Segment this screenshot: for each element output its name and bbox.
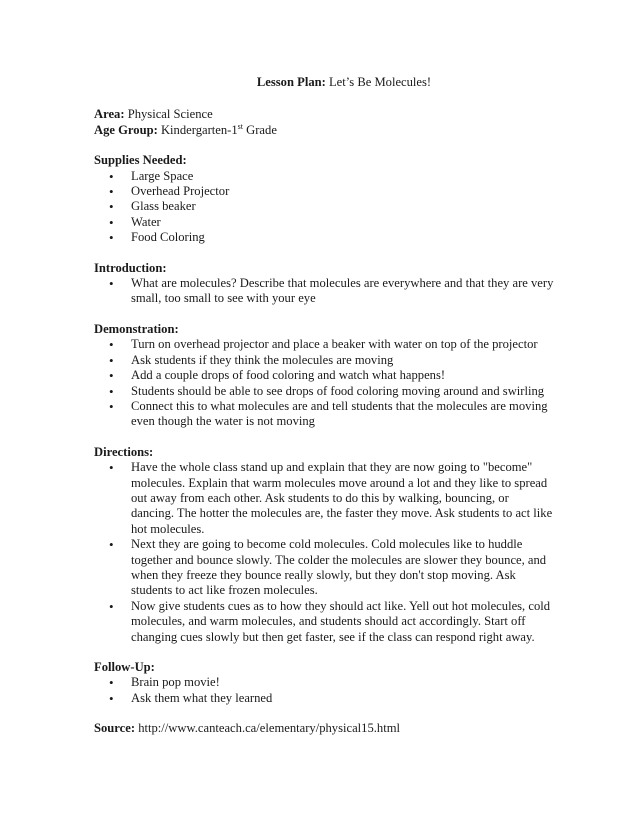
introduction-section [94, 261, 554, 307]
list-item: • Brain pop movie! [94, 675, 554, 690]
area-value: Physical Science [127, 107, 213, 122]
source-label: Source: [94, 721, 136, 736]
demonstration-section [94, 322, 554, 430]
list-item: • Now give students cues as to how they should act like. Yell out hot molecules, cold molecules, and warm molecules, and students should act accordingly. Start off changing cues slowly but then get faster, see if the class can respond right away. [94, 599, 554, 645]
directions-section [94, 445, 554, 645]
list-item: • Overhead Projector [94, 184, 554, 199]
list-item: • Next they are going to become cold molecules. Cold molecules like to huddle together and bounce slowly. The colder the molecules are slower they bounce, and when they freeze they bounce really slowly, but they don't stop moving. Ask students to act like frozen molecules. [94, 537, 554, 599]
list-item: • Ask students if they think the molecules are moving [94, 353, 554, 368]
list-item: • Glass beaker [94, 199, 554, 214]
follow-up-list [94, 675, 554, 706]
list-item: • Students should be able to see drops of food coloring moving around and swirling [94, 384, 554, 399]
list-item: • Ask them what they learned [94, 691, 554, 706]
introduction-heading: Introduction: [94, 260, 167, 275]
age-group-value-main: Kindergarten-1 [160, 122, 238, 137]
age-group-ordinal: st [237, 121, 243, 131]
list-item: • What are molecules? Describe that molecules are everywhere and that they are very small, too small to see with your eye [94, 276, 554, 307]
list-item: • Water [94, 215, 554, 230]
follow-up-section [94, 660, 554, 706]
age-group-line [94, 123, 554, 138]
directions-heading: Directions: [94, 444, 154, 459]
source-line [94, 721, 554, 736]
introduction-list [94, 276, 554, 307]
title-label: Lesson Plan: [256, 75, 326, 89]
list-item: • Have the whole class stand up and explain that they are now going to "become" molecules. Explain that warm molecules move around a lot and they like to spread out away from each other. Ask students to do this by walking, bouncing, or dancing. The hotter the molecules are, the faster they move. Ask students to act like hot molecules. [94, 460, 554, 537]
list-item: • Food Coloring [94, 230, 554, 245]
age-group-value-suffix: Grade [243, 122, 277, 137]
list-item: • Connect this to what molecules are and tell students that the molecules are moving even though the water is not moving [94, 399, 554, 430]
supplies-heading: Supplies Needed: [94, 153, 187, 168]
title-text: Let’s Be Molecules! [328, 75, 432, 89]
list-item: • Turn on overhead projector and place a beaker with water on top of the projector [94, 337, 554, 352]
supplies-section [94, 153, 554, 245]
source-url: http://www.canteach.ca/elementary/physical15.html [138, 721, 401, 736]
age-group-value [161, 123, 277, 137]
follow-up-heading: Follow-Up: [94, 660, 155, 674]
supplies-list [94, 169, 554, 246]
demonstration-heading: Demonstration: [94, 321, 179, 336]
list-item: • Large Space [94, 169, 554, 184]
area-label: Area: [94, 107, 125, 122]
list-item: • Add a couple drops of food coloring and watch what happens! [94, 368, 554, 383]
age-group-label: Age Group: [94, 122, 158, 137]
page-title [94, 75, 554, 90]
lesson-plan-document [94, 75, 554, 737]
directions-list [94, 460, 554, 645]
area-line [94, 107, 554, 122]
demonstration-list [94, 337, 554, 429]
